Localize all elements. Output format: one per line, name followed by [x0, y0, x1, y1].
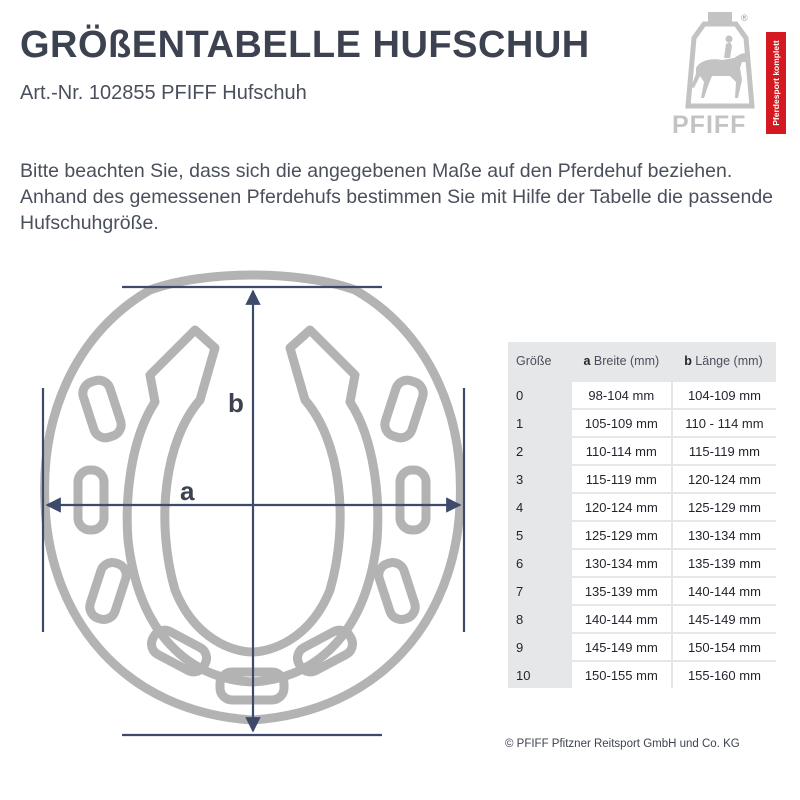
horseshoe-diagram [0, 270, 500, 750]
size-cell: 0 [508, 380, 572, 408]
length-cell: 130-134 mm [671, 520, 776, 548]
header-size: Größe [516, 354, 552, 368]
copyright-text: © PFIFF Pfitzner Reitsport GmbH und Co. KG [505, 738, 740, 750]
logo-tagline: Pferdesport komplett [771, 40, 781, 126]
table-row [508, 492, 776, 520]
width-cell: 145-149 mm [572, 632, 671, 660]
length-cell: 120-124 mm [671, 464, 776, 492]
width-cell: 105-109 mm [572, 408, 671, 436]
size-table [508, 342, 776, 688]
header-length-b: b Länge (mm) [684, 354, 763, 368]
header-width-a: a Breite (mm) [583, 354, 660, 368]
size-cell: 2 [508, 436, 572, 464]
size-cell: 8 [508, 604, 572, 632]
width-cell: 120-124 mm [572, 492, 671, 520]
article-number: Art.-Nr. 102855 PFIFF Hufschuh [20, 82, 307, 104]
size-cell: 10 [508, 660, 572, 688]
length-cell: 104-109 mm [671, 380, 776, 408]
table-row [508, 520, 776, 548]
table-header-row [508, 342, 776, 380]
size-cell: 3 [508, 464, 572, 492]
width-cell: 135-139 mm [572, 576, 671, 604]
size-cell: 6 [508, 548, 572, 576]
width-cell: 115-119 mm [572, 464, 671, 492]
table-row [508, 632, 776, 660]
intro-text: Bitte beachten Sie, dass sich die angegebenen Maße auf den Pferdehuf beziehen. Anhand des gemessenen Pferdehufs bestimmen Sie mit Hilfe der Tabelle die passende Hufschuhgröße. [20, 160, 774, 234]
logo-red-strip [766, 32, 786, 134]
table-row [508, 380, 776, 408]
size-cell: 7 [508, 576, 572, 604]
logo-wordmark: PFIFF [672, 111, 747, 139]
size-cell: 4 [508, 492, 572, 520]
width-cell: 98-104 mm [572, 380, 671, 408]
width-cell: 130-134 mm [572, 548, 671, 576]
size-cell: 5 [508, 520, 572, 548]
length-cell: 150-154 mm [671, 632, 776, 660]
table-row [508, 660, 776, 688]
table-row [508, 604, 776, 632]
width-cell: 140-144 mm [572, 604, 671, 632]
length-cell: 155-160 mm [671, 660, 776, 688]
length-cell: 125-129 mm [671, 492, 776, 520]
width-cell: 125-129 mm [572, 520, 671, 548]
length-cell: 110 - 114 mm [671, 408, 776, 436]
width-cell: 150-155 mm [572, 660, 671, 688]
horse-silhouette [691, 36, 750, 99]
table-row [508, 464, 776, 492]
registered-mark: ® [741, 13, 748, 23]
size-cell: 1 [508, 408, 572, 436]
length-cell: 135-139 mm [671, 548, 776, 576]
width-cell: 110-114 mm [572, 436, 671, 464]
length-cell: 115-119 mm [671, 436, 776, 464]
label-a: a [180, 476, 195, 506]
length-cell: 140-144 mm [671, 576, 776, 604]
table-row [508, 548, 776, 576]
label-b: b [228, 388, 244, 418]
size-cell: 9 [508, 632, 572, 660]
length-cell: 145-149 mm [671, 604, 776, 632]
table-row [508, 576, 776, 604]
table-row [508, 408, 776, 436]
page-title: GRÖßENTABELLE HUFSCHUH [20, 24, 590, 66]
table-row [508, 436, 776, 464]
